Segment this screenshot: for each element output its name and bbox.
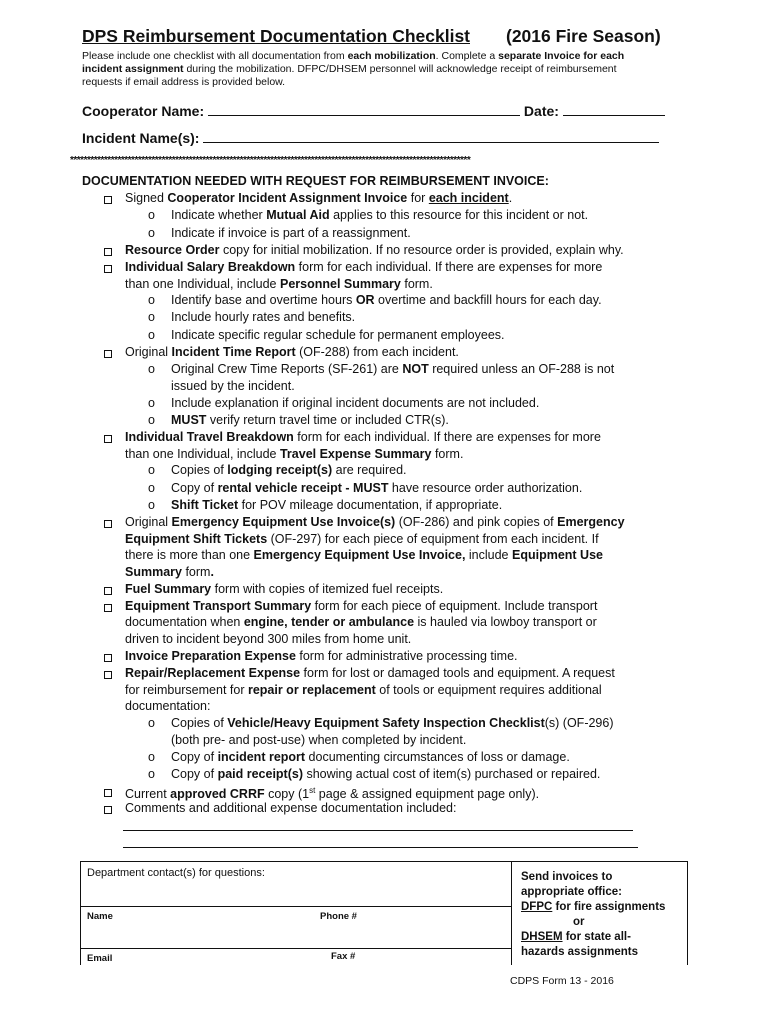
item-text: Copy of bbox=[171, 767, 218, 781]
sub-bullet: o bbox=[148, 481, 155, 495]
item-text: Identify base and overtime hours bbox=[171, 293, 356, 307]
intro-part: . Complete a bbox=[435, 50, 499, 62]
send-text: for fire assignments bbox=[552, 901, 666, 913]
form-number: CDPS Form 13 - 2016 bbox=[510, 975, 614, 987]
item-text: page & assigned equipment page only). bbox=[315, 787, 540, 802]
title-text: DPS Reimbursement Documentation Checklist bbox=[82, 26, 470, 46]
list-item-continued bbox=[125, 614, 597, 630]
checkbox[interactable] bbox=[104, 196, 112, 204]
item-text: . bbox=[508, 191, 513, 205]
send-text: or bbox=[573, 916, 585, 928]
season-text: (2016 Fire Season) bbox=[506, 26, 661, 46]
sub-item bbox=[171, 480, 582, 496]
send-text: for state all- bbox=[562, 931, 631, 943]
intro-bold: incident assignment bbox=[82, 63, 184, 75]
item-text: form for each individual. If there are expenses for more bbox=[293, 430, 601, 444]
item-text: Original Crew Time Reports (SF-261) are bbox=[171, 362, 403, 376]
dhsem-text: DHSEM bbox=[521, 931, 563, 943]
item-bold: repair or replacement bbox=[247, 683, 376, 697]
email-label: Email bbox=[87, 953, 113, 964]
phone-label: Phone # bbox=[320, 911, 357, 922]
item-text: verify return travel time or included CTR(s). bbox=[206, 413, 449, 427]
item-bold: Emergency Equipment Use Invoice, bbox=[253, 548, 466, 562]
list-item bbox=[125, 514, 625, 530]
list-item bbox=[125, 429, 601, 445]
item-text: applies to this resource for this incident or not. bbox=[329, 208, 589, 222]
checkbox[interactable] bbox=[104, 587, 112, 595]
item-text: form. bbox=[431, 447, 464, 461]
intro-bold: separate Invoice for each bbox=[498, 50, 625, 62]
item-text: Original bbox=[125, 515, 172, 529]
intro-part: during the mobilization. DFPC/DHSEM personnel will acknowledge receipt of reimbursement bbox=[183, 63, 617, 75]
item-bold: Individual Salary Breakdown bbox=[125, 260, 296, 274]
sub-item: Include explanation if original incident documents are not included. bbox=[171, 396, 540, 410]
incident-label: Incident Name(s): bbox=[82, 130, 200, 146]
intro-part: Please include one checklist with all documentation from bbox=[82, 50, 348, 62]
item-text: Copy of bbox=[171, 750, 218, 764]
intro-bold: each mobilization bbox=[347, 50, 436, 62]
send-invoices-note bbox=[521, 870, 686, 960]
sub-item bbox=[171, 207, 588, 223]
list-item-continued: Summary form. bbox=[125, 565, 214, 579]
list-item bbox=[125, 242, 624, 258]
item-bold: NOT bbox=[402, 362, 429, 376]
item-text: for POV mileage documentation, if appropriate. bbox=[238, 498, 503, 512]
sub-bullet: o bbox=[148, 293, 155, 307]
list-item: Comments and additional expense documentation included: bbox=[125, 801, 457, 815]
item-text: Copy of bbox=[171, 481, 218, 495]
item-text: overtime and backfill hours for each day. bbox=[374, 293, 602, 307]
item-text: for bbox=[407, 191, 429, 205]
sub-bullet: o bbox=[148, 413, 155, 427]
sub-item-continued: (both pre- and post-use) when completed by incident. bbox=[171, 733, 467, 747]
sub-item: Indicate if invoice is part of a reassignment. bbox=[171, 226, 411, 240]
send-text: Send invoices to bbox=[521, 871, 613, 883]
list-item bbox=[125, 648, 518, 664]
sub-bullet: o bbox=[148, 328, 155, 342]
item-text: are required. bbox=[332, 463, 407, 477]
send-text: appropriate office: bbox=[521, 886, 622, 898]
item-bold: Equipment Shift Tickets bbox=[125, 532, 268, 546]
comments-line[interactable] bbox=[123, 830, 633, 831]
item-bold-underline: each incident bbox=[428, 191, 509, 205]
item-text: (OF-297) for each piece of equipment from each incident. If bbox=[267, 532, 599, 546]
cooperator-row bbox=[82, 103, 665, 119]
section-heading: DOCUMENTATION NEEDED WITH REQUEST FOR REIMBURSEMENT INVOICE: bbox=[82, 174, 549, 188]
checkbox[interactable] bbox=[104, 671, 112, 679]
contact-heading: Department contact(s) for questions: bbox=[87, 867, 265, 879]
item-text: form for administrative processing time. bbox=[295, 649, 518, 663]
item-bold: Repair/Replacement Expense bbox=[125, 666, 301, 680]
item-text: Signed bbox=[125, 191, 168, 205]
checkbox[interactable] bbox=[104, 265, 112, 273]
item-text: for reimbursement for bbox=[125, 683, 248, 697]
comments-line[interactable] bbox=[123, 847, 638, 848]
contact-box bbox=[80, 861, 688, 965]
send-text: hazards assignments bbox=[521, 946, 638, 958]
sub-bullet: o bbox=[148, 208, 155, 222]
item-bold: lodging receipt(s) bbox=[227, 463, 333, 477]
cooperator-name-field[interactable] bbox=[208, 103, 520, 116]
sub-item bbox=[171, 715, 614, 731]
incident-name-field[interactable] bbox=[203, 130, 659, 143]
item-text: (OF-286) and pink copies of bbox=[395, 515, 558, 529]
item-text: required unless an OF-288 is not bbox=[428, 362, 615, 376]
sub-bullet: o bbox=[148, 396, 155, 410]
sub-item bbox=[171, 497, 502, 513]
item-text: form for each piece of equipment. Include transport bbox=[311, 599, 598, 613]
item-text: Current bbox=[125, 787, 171, 802]
sub-item bbox=[171, 361, 614, 377]
item-bold: Shift Ticket bbox=[171, 498, 239, 512]
separator-line: ********************************************************************************************************************** bbox=[70, 155, 471, 166]
sub-bullet: o bbox=[148, 310, 155, 324]
item-text: documenting circumstances of loss or damage. bbox=[305, 750, 570, 764]
item-text: of tools or equipment requires additional bbox=[375, 683, 602, 697]
item-bold: approved CRRF bbox=[170, 787, 265, 802]
item-text: Copies of bbox=[171, 716, 228, 730]
list-item bbox=[125, 598, 597, 614]
item-bold: Cooperator Incident Assignment Invoice bbox=[167, 191, 408, 205]
fax-label: Fax # bbox=[331, 951, 356, 962]
send-dhsem bbox=[521, 930, 686, 945]
item-text: form bbox=[181, 565, 211, 579]
checkbox[interactable] bbox=[104, 350, 112, 358]
sub-bullet: o bbox=[148, 498, 155, 512]
list-item-continued: driven to incident beyond 300 miles from home unit. bbox=[125, 632, 412, 646]
sub-item: Indicate specific regular schedule for permanent employees. bbox=[171, 328, 505, 342]
item-bold: Fuel Summary bbox=[125, 582, 212, 596]
list-item bbox=[125, 665, 615, 681]
dfpc-text: DFPC bbox=[521, 901, 553, 913]
sub-bullet: o bbox=[148, 226, 155, 240]
item-text: Copies of bbox=[171, 463, 228, 477]
item-bold: engine, tender or ambulance bbox=[243, 615, 415, 629]
item-bold: MUST bbox=[171, 413, 207, 427]
checkbox[interactable] bbox=[104, 248, 112, 256]
item-text: form with copies of itemized fuel receipts. bbox=[211, 582, 444, 596]
date-label: Date: bbox=[523, 103, 559, 119]
sub-bullet: o bbox=[148, 463, 155, 477]
item-text: there is more than one bbox=[125, 548, 254, 562]
item-bold: Personnel Summary bbox=[279, 277, 401, 291]
item-bold: incident report bbox=[217, 750, 306, 764]
item-text: copy (1 bbox=[264, 787, 310, 802]
item-text: than one Individual, include bbox=[125, 447, 280, 461]
item-text: is hauled via lowboy transport or bbox=[414, 615, 597, 629]
item-bold: Invoice Preparation Expense bbox=[125, 649, 296, 663]
list-item-continued bbox=[125, 682, 602, 698]
checkbox[interactable] bbox=[104, 604, 112, 612]
item-text: Original bbox=[125, 345, 172, 359]
sub-item bbox=[171, 412, 449, 428]
list-item bbox=[125, 581, 443, 597]
sub-item: Include hourly rates and benefits. bbox=[171, 310, 356, 324]
item-bold: Vehicle/Heavy Equipment Safety Inspection Checklist bbox=[227, 716, 545, 730]
list-item bbox=[125, 259, 602, 275]
item-bold: Mutual Aid bbox=[266, 208, 330, 222]
item-bold: Individual Travel Breakdown bbox=[125, 430, 294, 444]
sub-item-continued: issued by the incident. bbox=[171, 379, 295, 393]
item-superscript: st bbox=[309, 786, 316, 795]
item-bold: Emergency Equipment Use Invoice(s) bbox=[171, 515, 396, 529]
item-bold: Travel Expense Summary bbox=[279, 447, 432, 461]
item-text: (OF-288) from each incident. bbox=[295, 345, 459, 359]
checkbox[interactable] bbox=[104, 520, 112, 528]
list-item-continued bbox=[125, 547, 603, 563]
item-bold: OR bbox=[355, 293, 375, 307]
item-text: than one Individual, include bbox=[125, 277, 280, 291]
list-item-continued bbox=[125, 276, 433, 292]
name-label: Name bbox=[87, 911, 113, 922]
checkbox[interactable] bbox=[104, 806, 112, 814]
item-text: Indicate whether bbox=[171, 208, 267, 222]
item-text: documentation when bbox=[125, 615, 244, 629]
item-text: have resource order authorization. bbox=[388, 481, 583, 495]
list-item-continued bbox=[125, 446, 463, 462]
item-text: form. bbox=[400, 277, 433, 291]
item-text: copy for initial mobilization. If no resource order is provided, explain why. bbox=[219, 243, 624, 257]
sub-item bbox=[171, 766, 600, 782]
list-item-continued bbox=[125, 531, 599, 547]
incident-row bbox=[82, 130, 659, 146]
item-bold: Resource Order bbox=[125, 243, 220, 257]
item-text: include bbox=[465, 548, 512, 562]
checkbox[interactable] bbox=[104, 435, 112, 443]
divider bbox=[511, 862, 512, 965]
cooperator-label: Cooperator Name: bbox=[82, 103, 205, 119]
item-bold: Summary bbox=[125, 565, 182, 579]
list-item-continued: documentation: bbox=[125, 699, 211, 713]
list-item bbox=[125, 344, 459, 360]
form-title bbox=[82, 26, 672, 47]
item-bold: rental vehicle receipt - MUST bbox=[217, 481, 389, 495]
date-field[interactable] bbox=[563, 103, 665, 116]
divider bbox=[81, 906, 511, 907]
sub-bullet: o bbox=[148, 767, 155, 781]
checkbox[interactable] bbox=[104, 789, 112, 797]
item-bold: Emergency bbox=[557, 515, 625, 529]
intro-part: requests if email address is provided below. bbox=[82, 76, 286, 88]
checkbox[interactable] bbox=[104, 654, 112, 662]
item-text: (s) (OF-296) bbox=[544, 716, 614, 730]
item-text: form for each individual. If there are expenses for more bbox=[295, 260, 603, 274]
item-text: showing actual cost of item(s) purchased or repaired. bbox=[303, 767, 601, 781]
item-bold: Incident Time Report bbox=[171, 345, 296, 359]
sub-bullet: o bbox=[148, 750, 155, 764]
divider bbox=[81, 948, 511, 949]
item-bold: Equipment Use bbox=[511, 548, 603, 562]
sub-bullet: o bbox=[148, 716, 155, 730]
sub-item bbox=[171, 292, 602, 308]
intro-text bbox=[82, 50, 682, 89]
list-item bbox=[125, 190, 512, 206]
send-dfpc bbox=[521, 900, 686, 915]
sub-bullet: o bbox=[148, 362, 155, 376]
sub-item bbox=[171, 749, 570, 765]
item-bold: Equipment Transport Summary bbox=[125, 599, 312, 613]
item-text: form for lost or damaged tools and equipment. A request bbox=[300, 666, 615, 680]
item-bold: paid receipt(s) bbox=[217, 767, 303, 781]
sub-item bbox=[171, 462, 407, 478]
